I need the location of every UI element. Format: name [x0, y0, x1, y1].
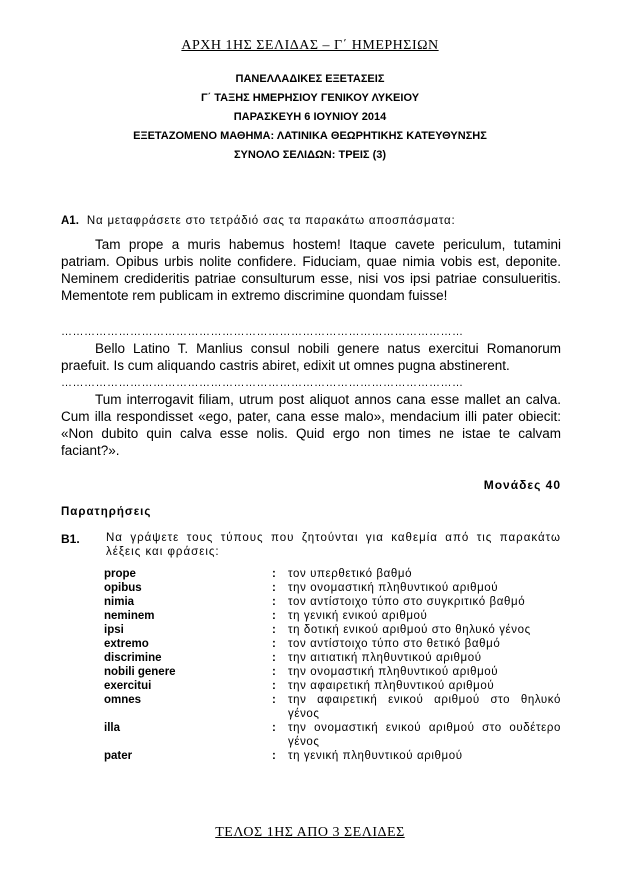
page-header: ΑΡΧΗ 1ΗΣ ΣΕΛΙΔΑΣ – Γ΄ ΗΜΕΡΗΣΙΩΝ	[181, 38, 439, 53]
form-description: την αφαιρετική πληθυντικού αριθμού	[288, 680, 495, 692]
colon-separator: :	[272, 680, 276, 692]
form-description: τη γενική ενικού αριθμού	[288, 610, 428, 622]
latin-passage-3: Tum interrogavit filiam, utrum post aliquot annos cana esse mallet an calva. Cum illa respondisset «ego, pater, cana esse malo», mendacium illi pater obiecit: «Non dubito quin calva esse nolis. Quid ergo non times ne istae te calvam faciant?».	[61, 392, 561, 458]
form-description: την ονομαστική πληθυντικού αριθμού	[288, 582, 499, 594]
colon-separator: :	[272, 750, 276, 762]
title-line: ΠΑΝΕΛΛΑΔΙΚΕΣ ΕΞΕΤΑΣΕΙΣ	[235, 73, 385, 85]
form-description: την ονομαστική ενικού αριθμού στο ουδέτερο γένος	[288, 722, 561, 748]
form-description: τη δοτική ενικού αριθμού στο θηλυκό γένος	[288, 624, 531, 636]
colon-separator: :	[272, 610, 276, 622]
table-row	[104, 581, 561, 595]
title-line: ΣΥΝΟΛΟ ΣΕΛΙΔΩΝ: ΤΡΕΙΣ (3)	[233, 149, 387, 161]
form-description: τον υπερθετικό βαθμό	[288, 568, 413, 580]
marks-label: Μονάδες 40	[483, 478, 561, 492]
latin-word: discrimine	[104, 652, 162, 664]
colon-separator: :	[272, 722, 276, 734]
separator-dots: ……………………………………………………………………………………………	[61, 377, 464, 389]
colon-separator: :	[272, 596, 276, 608]
latin-passage-2: Bello Latino T. Manlius consul nobili genere natus exercitui Romanorum praefuit. Is cum aliquando castris abiret, edixit ut omnes pugna abstinerent.	[61, 341, 561, 373]
table-row	[104, 609, 561, 623]
colon-separator: :	[272, 694, 276, 706]
latin-word: neminem	[104, 610, 155, 622]
latin-word: nimia	[104, 596, 135, 608]
b1-instruction: Να γράψετε τους τύπους που ζητούνται για καθεμία από τις παρακάτω λέξεις και φράσεις:	[106, 532, 561, 558]
table-row	[104, 693, 561, 721]
colon-separator: :	[272, 666, 276, 678]
a1-heading	[61, 215, 455, 227]
table-row	[104, 679, 561, 693]
word-form-table	[104, 567, 561, 763]
latin-word: pater	[104, 750, 133, 762]
colon-separator: :	[272, 638, 276, 650]
title-line: ΕΞΕΤΑΖΟΜΕΝΟ ΜΑΘΗΜΑ: ΛΑΤΙΝΙΚΑ ΘΕΩΡΗΤΙΚΗΣ ΚΑΤΕΥΘΥΝΣΗΣ	[133, 130, 487, 142]
table-row	[104, 665, 561, 679]
table-row	[104, 721, 561, 749]
table-row	[104, 623, 561, 637]
table-row	[104, 651, 561, 665]
table-row	[104, 749, 561, 763]
b1-label: Β1.	[61, 532, 80, 546]
latin-word: illa	[104, 722, 120, 734]
form-description: την αφαιρετική ενικού αριθμού στο θηλυκό γένος	[288, 694, 561, 720]
title-line: ΠΑΡΑΣΚΕΥΗ 6 ΙΟΥΝΙΟΥ 2014	[233, 111, 387, 123]
table-row	[104, 595, 561, 609]
colon-separator: :	[272, 568, 276, 580]
form-description: τον αντίστοιχο τύπο στο θετικό βαθμό	[288, 638, 501, 650]
observations-heading: Παρατηρήσεις	[61, 506, 152, 518]
latin-word: extremo	[104, 638, 149, 650]
exam-title-block	[0, 70, 620, 165]
colon-separator: :	[272, 652, 276, 664]
title-line: Γ΄ ΤΑΞΗΣ ΗΜΕΡΗΣΙΟΥ ΓΕΝΙΚΟΥ ΛΥΚΕΙΟΥ	[200, 92, 420, 104]
latin-word: ipsi	[104, 624, 124, 636]
a1-label: A1.	[61, 215, 79, 227]
form-description: την ονομαστική πληθυντικού αριθμού	[288, 666, 499, 678]
latin-word: prope	[104, 568, 136, 580]
colon-separator: :	[272, 582, 276, 594]
latin-word: omnes	[104, 694, 142, 706]
latin-word: nobili genere	[104, 666, 176, 678]
form-description: τη γενική πληθυντικού αριθμού	[288, 750, 463, 762]
form-description: τον αντίστοιχο τύπο στο συγκριτικό βαθμό	[288, 596, 526, 608]
latin-word: opibus	[104, 582, 142, 594]
colon-separator: :	[272, 624, 276, 636]
table-row	[104, 567, 561, 581]
a1-instruction: Να μεταφράσετε στο τετράδιό σας τα παρακάτω αποσπάσματα:	[86, 215, 456, 227]
table-row	[104, 637, 561, 651]
form-description: την αιτιατική πληθυντικού αριθμού	[288, 652, 482, 664]
latin-passage-1: Tam prope a muris habemus hostem! Itaque cavete periculum, tutamini patriam. Opibus urbis nolite confidere. Fiduciam, quae nimia vobis est, deponite. Neminem credideritis patriae consulturum esse, nisi vos ipsi patriae consulueritis. Mementote rem publicam in extremo discrimine quondam fuisse!	[61, 237, 561, 303]
page-footer: ΤΕΛΟΣ 1ΗΣ ΑΠΟ 3 ΣΕΛΙΔΕΣ	[215, 825, 405, 840]
separator-dots: ……………………………………………………………………………………………	[61, 326, 464, 338]
latin-word: exercitui	[104, 680, 152, 692]
